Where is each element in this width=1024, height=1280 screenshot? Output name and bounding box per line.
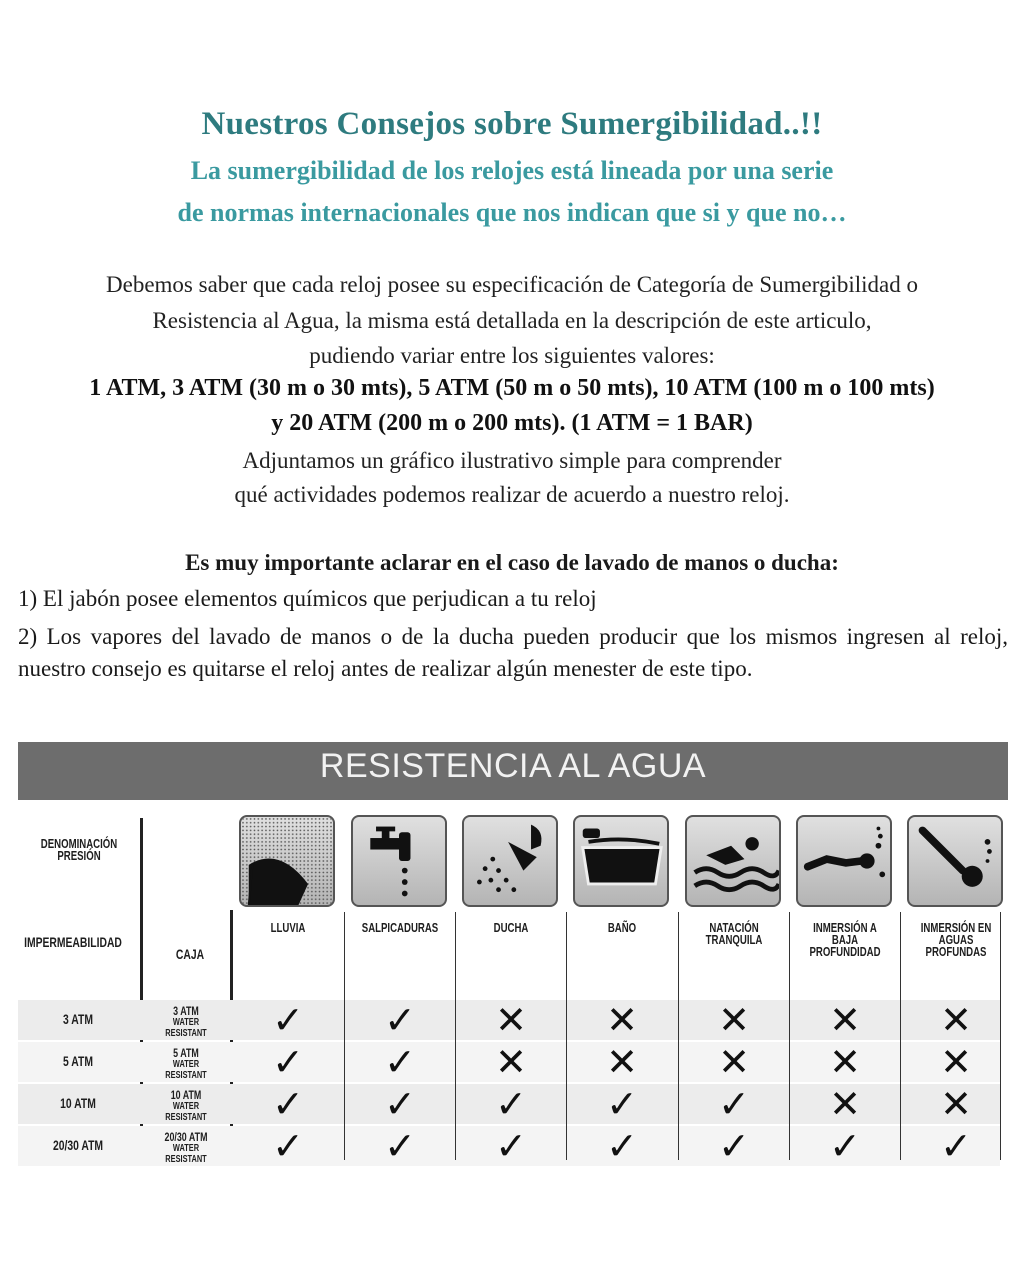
column-header: LLUVIA (270, 920, 306, 935)
cross-icon: ✕ (829, 1082, 861, 1126)
cross-icon: ✕ (606, 998, 638, 1042)
row-caja (152, 1048, 220, 1081)
page-title: Nuestros Consejos sobre Sumergibilidad..!! (201, 106, 823, 142)
row-pressure: 10 ATM (60, 1095, 96, 1111)
check-icon: ✓ (272, 1124, 304, 1168)
shower-icon (462, 815, 558, 907)
cross-icon: ✕ (606, 1040, 638, 1084)
check-icon: ✓ (829, 1124, 861, 1168)
column-header: INMERSIÓN EN AGUAS PROFUNDAS (920, 920, 992, 959)
column-header: SALPICADURAS (361, 920, 439, 935)
row-caja (152, 1006, 220, 1039)
check-icon: ✓ (384, 1040, 416, 1084)
atm-values-line-2: y 20 ATM (200 m o 200 mts). (1 ATM = 1 BAR) (271, 410, 753, 436)
row-caja (152, 1132, 220, 1165)
caja-water-resistant: WATER RESISTANT (165, 1101, 207, 1123)
intro-line-1: Debemos saber que cada reloj posee su especificación de Categoría de Sumergibilidad o (106, 272, 918, 297)
caja-water-resistant: WATER RESISTANT (165, 1143, 207, 1165)
check-icon: ✓ (272, 998, 304, 1042)
intro-line-3: pudiendo variar entre los siguientes valores: (309, 343, 715, 368)
check-icon: ✓ (495, 1082, 527, 1126)
row-pressure: 5 ATM (63, 1053, 93, 1069)
swimmer-icon (685, 815, 781, 907)
check-icon: ✓ (384, 998, 416, 1042)
column-header: DUCHA (493, 920, 529, 935)
cross-icon: ✕ (718, 1040, 750, 1084)
check-icon: ✓ (718, 1124, 750, 1168)
intro-line-4: Adjuntamos un gráfico ilustrativo simple para comprender (242, 448, 782, 473)
caja-label: CAJA (175, 946, 205, 962)
cross-icon: ✕ (829, 1040, 861, 1084)
subtitle-line-2: de normas internacionales que nos indican que si y que no… (177, 198, 847, 227)
column-header: BAÑO (607, 920, 637, 935)
diver-icon (907, 815, 1003, 907)
note-item-1: 1) El jabón posee elementos químicos que perjudican a tu reloj (18, 586, 597, 611)
check-icon: ✓ (940, 1124, 972, 1168)
bathtub-icon (573, 815, 669, 907)
denominacion-label: DENOMINACIÓN PRESIÓN (40, 836, 118, 863)
note-item-2: 2) Los vapores del lavado de manos o de la ducha pueden producir que los mismos ingresen al reloj, nuestro consejo es quitarse el reloj antes de realizar algún menester de este tipo. (18, 624, 1008, 681)
check-icon: ✓ (384, 1124, 416, 1168)
intro-line-5: qué actividades podemos realizar de acuerdo a nuestro reloj. (234, 482, 790, 507)
caja-atm: 10 ATM (170, 1088, 202, 1102)
check-icon: ✓ (272, 1040, 304, 1084)
intro-line-2: Resistencia al Agua, la misma está detallada en la descripción de este articulo, (152, 308, 872, 333)
column-header: NATACIÓN TRANQUILA (705, 920, 763, 947)
cross-icon: ✕ (940, 998, 972, 1042)
cross-icon: ✕ (940, 1040, 972, 1084)
caja-atm: 5 ATM (173, 1046, 199, 1060)
cross-icon: ✕ (718, 998, 750, 1042)
check-icon: ✓ (606, 1124, 638, 1168)
row-caja (152, 1090, 220, 1123)
faucet-icon (351, 815, 447, 907)
subtitle-line-1: La sumergibilidad de los relojes está lineada por una serie (190, 156, 834, 185)
important-heading: Es muy importante aclarar en el caso de lavado de manos o ducha: (185, 550, 839, 575)
row-pressure: 3 ATM (63, 1011, 93, 1027)
snorkel-icon (796, 815, 892, 907)
caja-atm: 3 ATM (173, 1004, 199, 1018)
table-banner-title: RESISTENCIA AL AGUA (319, 747, 707, 785)
caja-atm: 20/30 ATM (164, 1130, 208, 1144)
check-icon: ✓ (495, 1124, 527, 1168)
column-header: INMERSIÓN A BAJA PROFUNDIDAD (809, 920, 881, 959)
check-icon: ✓ (718, 1082, 750, 1126)
row-pressure: 20/30 ATM (52, 1137, 104, 1153)
check-icon: ✓ (606, 1082, 638, 1126)
check-icon: ✓ (272, 1082, 304, 1126)
cross-icon: ✕ (829, 998, 861, 1042)
cross-icon: ✕ (495, 1040, 527, 1084)
cross-icon: ✕ (940, 1082, 972, 1126)
impermeabilidad-label: IMPERMEABILIDAD (24, 934, 122, 950)
rain-icon (239, 815, 335, 907)
caja-water-resistant: WATER RESISTANT (165, 1017, 207, 1039)
check-icon: ✓ (384, 1082, 416, 1126)
caja-water-resistant: WATER RESISTANT (165, 1059, 207, 1081)
atm-values-line-1: 1 ATM, 3 ATM (30 m o 30 mts), 5 ATM (50 m o 50 mts), 10 ATM (100 m o 100 mts) (89, 375, 935, 401)
cross-icon: ✕ (495, 998, 527, 1042)
table-banner (18, 742, 1008, 800)
